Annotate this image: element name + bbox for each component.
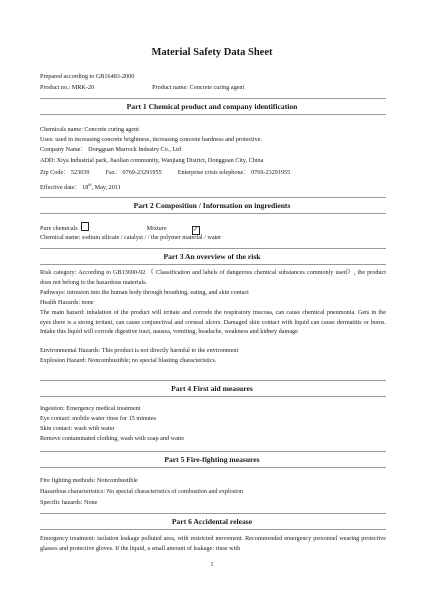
pure-chemicals-checkbox [81, 222, 89, 231]
section-divider [40, 380, 386, 381]
zip-code: Zip Code： 523039 [40, 169, 90, 176]
part5-heading: Part 5 Fire-fighting measures [164, 455, 260, 464]
product-number: Product no.: MRK-20 [40, 84, 95, 91]
part6-heading: Part 6 Accidental release [171, 517, 253, 526]
section-divider [40, 114, 386, 115]
part1-heading: Part 1 Chemical product and company identification [126, 102, 298, 111]
ingestion-line: Ingestion: Emergency medical treatment [40, 405, 141, 412]
crisis-phone: Enterprise crisis telephone： 0769-23291955 [177, 169, 291, 176]
mixture-checkbox: ✓ [193, 227, 199, 233]
section-divider [40, 396, 386, 397]
section-divider [40, 213, 386, 214]
section-divider [40, 264, 386, 265]
section-divider [40, 98, 386, 99]
effective-date-prefix: Effective date： 18 [40, 184, 89, 192]
chemical-name-line: Chemical name: sodium silicate / catalyst / / the polymer material / water [40, 234, 222, 241]
pathways-line: Pathways: intrusion into the human body through breathing, eating, and skin contact [40, 289, 249, 296]
main-hazard: The main hazard: inhalation of the product will irritate and corrode the respiratory mucosa, can cause chemical pneumonia. Gets in the eyes there is a strong irritant, can cause conjunctival and corneal ulcers. Damaged skin contact with liquid can cause dermatitis or burns. Intake this liquid will corrode digestive tract, nausea, vomiting, headache, weakness and kidney damage [40, 309, 386, 336]
environmental-hazards: Environmental Hazards: This product is not directly harmful to the environment [40, 347, 239, 354]
fax-number: Fax： 0769-23291955 [105, 169, 162, 176]
section-divider [40, 197, 386, 198]
page-number: 1 [210, 562, 214, 568]
risk-category: Risk category: According to GB13690-92 《 Classification and labels of dangerous chemical substances commonly used》, the product does not belong to the hazardous materials. [40, 269, 386, 286]
hazardous-characteristics: Hazardous characteristics: No special characteristics of combustion and explosion [40, 488, 244, 495]
skin-contact-line: Skin contact: wash with water [40, 425, 115, 432]
contact-line [40, 168, 290, 178]
emergency-treatment: Emergency treatment: isolation leakage polluted area, with restricted movement. Recommended emergency personnel wearing protective glasses and protective gloves. If the liquid, a small amount of leakage: rinse with [40, 535, 386, 552]
effective-date-sup: th [88, 182, 92, 187]
section-divider [40, 467, 386, 468]
address-line: ADD: Xiya Industrial park, Jiaolian community, Wanjiang District, Dongguan City, China [40, 157, 264, 164]
specific-hazards: Specific hazards: None [40, 499, 98, 506]
explosion-hazard: Explosion Hazard: Noncombustible; no special blasting characteristics. [40, 357, 217, 364]
product-line [40, 83, 244, 93]
section-divider [40, 529, 386, 530]
section-divider [40, 513, 386, 514]
document-title: Material Safety Data Sheet [151, 47, 273, 58]
prepared-line: Prepared according to GB16483-2000 [40, 73, 135, 80]
product-name: Product name: Concrete curing agent [152, 84, 245, 91]
part4-heading: Part 4 First aid measures [171, 384, 253, 393]
section-divider [40, 451, 386, 452]
part2-heading: Part 2 Composition / Information on ingredients [133, 201, 291, 210]
eye-contact-line: Eye contact: mobile water rinse for 15 minutes [40, 415, 156, 422]
company-name: Company Name： Dongguan Marrock Industry Co., Ltd [40, 146, 181, 153]
remove-clothing-line: Remove contaminated clothing, wash with soap and water [40, 435, 185, 442]
health-hazards: Health Hazards: none [40, 299, 94, 306]
part3-heading: Part 3 An overview of the risk [163, 252, 261, 261]
uses-line: Uses: used in increasing concrete brightness, increasing concrete hardness and protective. [40, 136, 262, 143]
fire-methods-line: Fire fighting methods: Noncombustible [40, 477, 138, 484]
effective-date [40, 180, 121, 193]
pure-chemicals-label: Pure chemicals [40, 225, 78, 232]
section-divider [40, 248, 386, 249]
effective-date-suffix: , May, 2011 [91, 184, 121, 192]
mixture-label: Mixture [146, 225, 167, 232]
chemicals-name: Chemicals name: Concrete curing agent [40, 126, 139, 133]
